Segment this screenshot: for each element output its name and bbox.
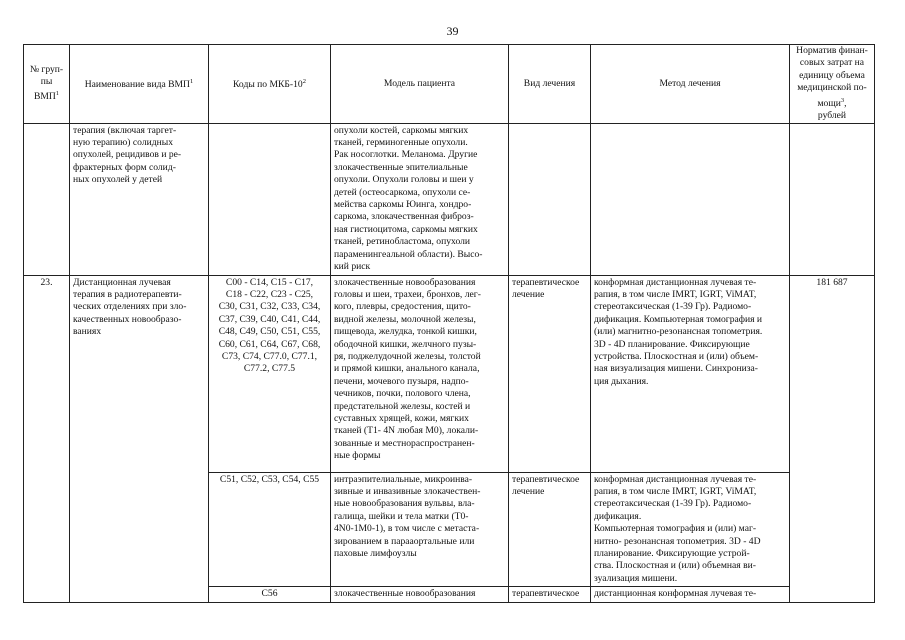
vmp-table [23,44,875,603]
cell-norm [790,123,875,275]
cell-method: конформная дистанционная лучевая те- рапия, в том числе IMRT, IGRT, ViMAT, стереотаксическая (1-39 Гр). Радиомо- дификация. Компьютерная томография и (или) магнитно-резонансная топометрия. 3D - 4D планирование. Фиксирующие устройства. Плоскостная и (или) объем- ная визуализация мишени. Синхрониза- ция дыхания. [591,275,790,472]
header-model: Модель пациента [331,45,509,124]
table-row-continuation [24,123,875,275]
cell-model: интраэпителиальные, микроинва- зивные и инвазивные злокачествен- ные новообразования вульвы, вла- галища, шейки и тела матки (T0- 4N0-1M0-1), в том числе с метаста- зированием в парааортальные или паховые лимфоузлы [331,472,509,587]
cell-method [591,123,790,275]
cell-codes: C00 - C14, C15 - C17, C18 - C22, C23 - C25, C30, C31, C32, C33, C34, C37, C39, C40, C41, C44, C48, C49, C50, C51, C55, C60, C61, C64, C67, C68, C73, C74, C77.0, C77.1, C77.2, C77.5 [209,275,331,472]
header-group: № груп- пы ВМП$^1$ [24,45,70,124]
cell-group [24,123,70,275]
header-treatment: Вид лечения [509,45,591,124]
cell-treatment: терапевтическое лечение [509,275,591,472]
cell-name: Дистанционная лучевая терапия в радиотерапевти- ческих отделениях при зло- качественных новообразо- ваниях [70,275,209,602]
cell-model: злокачественные новообразования [331,587,509,602]
cell-codes [209,123,331,275]
cell-method: дистанционная конформная лучевая те- [591,587,790,602]
cell-codes: C51, C52, C53, C54, C55 [209,472,331,587]
cell-codes: C56 [209,587,331,602]
table-header-row [24,45,875,124]
cell-model: злокачественные новообразования головы и шеи, трахеи, бронхов, лег- кого, плевры, средостения, щито- видной железы, молочной железы, пищевода, желудка, тонкой кишки, ободочной кишки, желчного пузы- ря, поджелудочной железы, толстой и прямой кишки, анального канала, печени, мочевого пузыря, надпо- чечников, почки, полового члена, предстательной железы, костей и суставных хрящей, кожи, мягких тканей (T1- 4N любая M0), локали- зованные и местнораспространен- ные формы [331,275,509,472]
cell-group: 23. [24,275,70,602]
cell-treatment [509,123,591,275]
cell-method: конформная дистанционная лучевая те- рапия, в том числе IMRT, IGRT, ViMAT, стереотаксическая (1-39 Гр). Радиомо- дификация. Компьютерная томография и (или) маг- нитно- резонансная топометрия. 3D - 4D планирование. Фиксирующие устрой- ства. Плоскостная и (или) объемная ви- зуализация мишени. [591,472,790,587]
table-row-23 [24,275,875,472]
cell-treatment: терапевтическое лечение [509,472,591,587]
cell-norm: 181 687 [790,275,875,602]
page-number: 39 [446,24,459,38]
cell-name: терапия (включая таргет- ную терапию) солидных опухолей, рецидивов и ре- фрактерных форм солид- ных опухолей у детей [70,123,209,275]
header-method: Метод лечения [591,45,790,124]
header-codes: Коды по МКБ-$10^2$ [209,45,331,124]
header-norm: Норматив финан- совых затрат на единицу объема медицинской по- мощи$^3$, рублей [790,45,875,124]
header-name: Наименование вида ВМП$^1$ [70,45,209,124]
cell-model: опухоли костей, саркомы мягких тканей, герминогенные опухоли. Рак носоглотки. Меланома. Другие злокачественные эпителиальные опухоли. Опухоли головы и шеи у детей (остеосаркома, опухоли се- мейства саркомы Юинга, хондро- саркома, злокачественная фиброз- ная гистиоцитома, саркомы мягких тканей, ретинобластома, опухоли параменингеальной области). Высо- кий риск [331,123,509,275]
cell-treatment: терапевтическое [509,587,591,602]
